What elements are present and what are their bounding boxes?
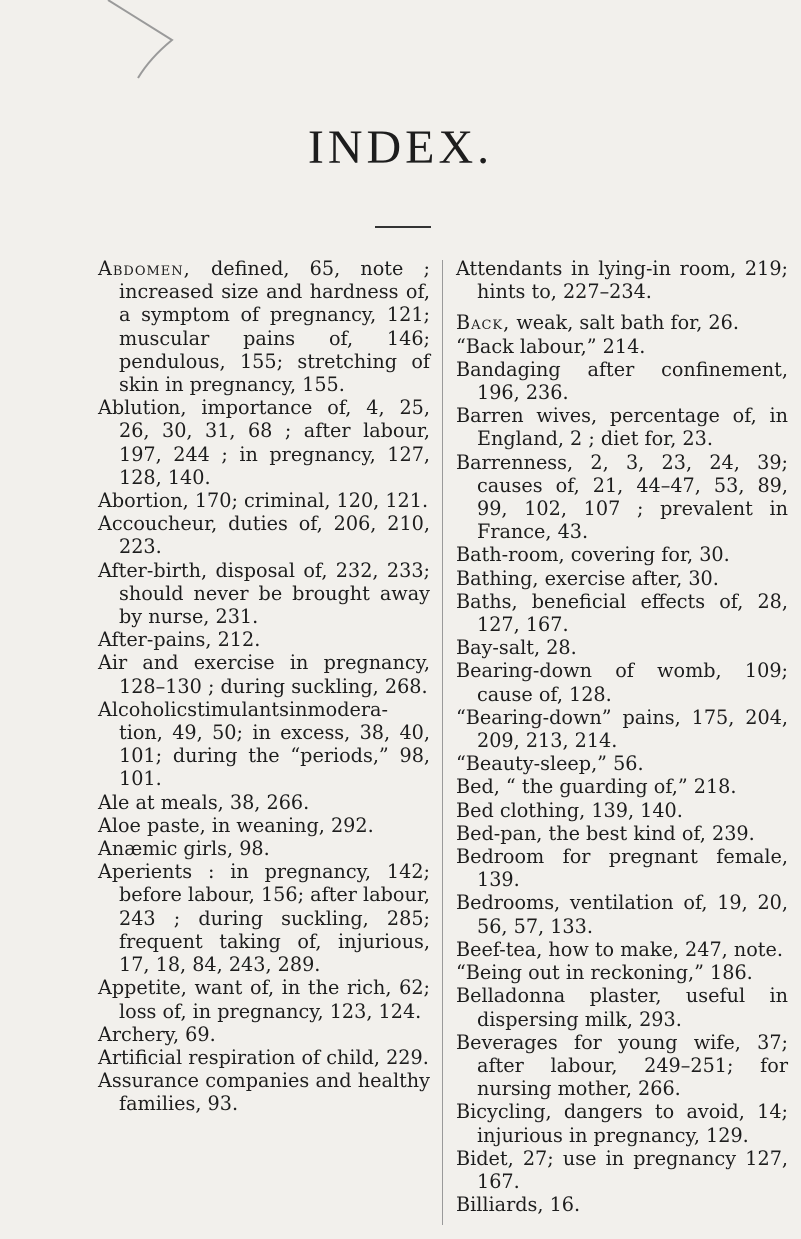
index-column-right [456,257,788,1216]
index-entry [456,706,788,752]
index-entry [98,860,430,976]
index-entry-text: Beef-tea, how to make, 247, note. [456,937,783,961]
index-entry [456,845,788,891]
index-entry [98,1046,430,1069]
index-entry-text: Beverages for young wife, 37; after labour, 249–251; for nursing mother, 266. [456,1030,788,1101]
index-entry [456,775,788,798]
index-entry [456,1193,788,1216]
index-entry [456,335,788,358]
index-entry [456,636,788,659]
index-entry [98,651,430,697]
index-entry-text: Bearing-down of womb, 109; cause of, 128. [456,659,788,706]
index-entry-text: Barren wives, percentage of, in England, 2 ; diet for, 23. [456,404,788,451]
index-entry [98,976,430,1022]
index-entry-text: Bandaging after confinement, 196, 236. [456,357,788,405]
index-entry [98,396,430,489]
index-entry [456,938,788,961]
index-entry-text: Archery, 69. [98,1022,216,1046]
index-entry [456,891,788,937]
index-entry [456,311,788,334]
index-entry-text: weak, salt bath for, 26. [510,311,739,335]
index-entry-text: Air and exercise in pregnancy, 128–130 ; during suckling, 268. [98,651,430,698]
index-letter-heading: Abdomen, [98,257,191,280]
index-entry [456,984,788,1030]
index-entry [456,543,788,566]
index-entry [98,1069,430,1115]
index-entry-text: “Bearing-down” pains, 175, 204, 209, 213, 214. [456,705,788,753]
index-entry [98,512,430,558]
index-entry-text: Bicycling, dangers to avoid, 14; injurious in pregnancy, 129. [456,1100,788,1147]
index-entry [98,837,430,860]
index-entry-text: Aloe paste, in weaning, 292. [98,813,374,837]
index-entry [456,1147,788,1193]
index-entry [98,698,430,791]
index-entry-text: Bed clothing, 139, 140. [456,798,683,822]
index-entry-text: Appetite, want of, in the rich, 62; loss of, in pregnancy, 123, 124. [98,976,430,1023]
index-entry [98,628,430,651]
index-entry-text: Accoucheur, duties of, 206, 210, 223. [98,512,430,559]
index-entry-text: Bathing, exercise after, 30. [456,566,719,590]
index-entry [456,567,788,590]
index-entry-text: After-pains, 212. [98,628,261,652]
index-entry [98,1023,430,1046]
index-entry [456,752,788,775]
index-entry-text: Attendants in lying-in room, 219; hints to, 227–234. [456,257,788,304]
index-letter-heading: Back, [456,311,511,335]
page-title: INDEX. [307,121,494,174]
index-entry [456,1031,788,1101]
index-entry-text: Bidet, 27; use in pregnancy 127, 167. [456,1146,788,1193]
index-entry [98,791,430,814]
index-entry-text: Bed-pan, the best kind of, 239. [456,821,755,845]
index-entry [98,814,430,837]
index-entry [98,489,430,512]
index-entry-text: Aperients : in pregnancy, 142; before labour, 156; after labour, 243 ; during suckling, 285; frequent taking of, injurious, 17, 18, 84, 243, 289. [98,860,430,977]
index-entry [456,358,788,404]
index-entry [456,257,788,303]
index-entry [456,822,788,845]
index-column-left [98,257,430,1116]
index-entry-text: Anæmic girls, 98. [98,837,270,861]
index-entry-text: Alcoholicstimulantsinmodera-tion, 49, 50; in excess, 38, 40, 101; during the “periods,” 98, 101. [98,697,430,791]
index-entry-text: Bath-room, covering for, 30. [456,543,730,567]
index-entry [98,257,430,396]
index-entry-text: Bay-salt, 28. [456,636,577,660]
index-entry-text: Barrenness, 2, 3, 23, 24, 39; causes of, 21, 44–47, 53, 89, 99, 102, 107 ; prevalent in France, 43. [456,450,788,544]
index-entry-text: Bed, “ the guarding of,” 218. [456,775,737,799]
index-entry [456,659,788,705]
index-entry-text: defined, 65, note ; increased size and hardness of, a symptom of pregnancy, 121; muscular pains of, 146; pendulous, 155; stretching of skin in pregnancy, 155. [119,257,430,397]
index-entry-text: Bedrooms, ventilation of, 19, 20, 56, 57, 133. [456,891,788,938]
index-entry-text: Billiards, 16. [456,1193,581,1217]
index-entry-text: Artificial respiration of child, 229. [98,1045,429,1069]
index-entry-text: Ale at meals, 38, 266. [98,790,310,814]
index-entry-text: “Being out in reckoning,” 186. [456,961,753,985]
index-entry-text: Ablution, importance of, 4, 25, 26, 30, 31, 68 ; after labour, 197, 244 ; in pregnancy, 127, 128, 140. [98,396,430,489]
index-entry [456,590,788,636]
index-entry-text: Abortion, 170; criminal, 120, 121. [98,489,429,513]
index-entry [456,404,788,450]
index-entry [456,961,788,984]
index-entry-text: Baths, beneficial effects of, 28, 127, 167. [456,589,788,637]
page-corner-mark [80,0,190,80]
index-entry [456,799,788,822]
index-entry-text: “Beauty-sleep,” 56. [456,752,644,776]
index-entry [98,559,430,629]
column-divider [442,260,443,1225]
title-rule [375,226,431,228]
index-entry-text: “Back labour,” 214. [456,334,646,358]
index-entry [456,1100,788,1146]
index-entry-text: Assurance companies and healthy families, 93. [98,1069,430,1116]
index-entry-text: After-birth, disposal of, 232, 233; should never be brought away by nurse, 231. [98,558,430,629]
index-entry-text: Bedroom for pregnant female, 139. [456,845,788,892]
index-entry [456,451,788,544]
index-entry-text: Belladonna plaster, useful in dispersing milk, 293. [456,984,788,1031]
